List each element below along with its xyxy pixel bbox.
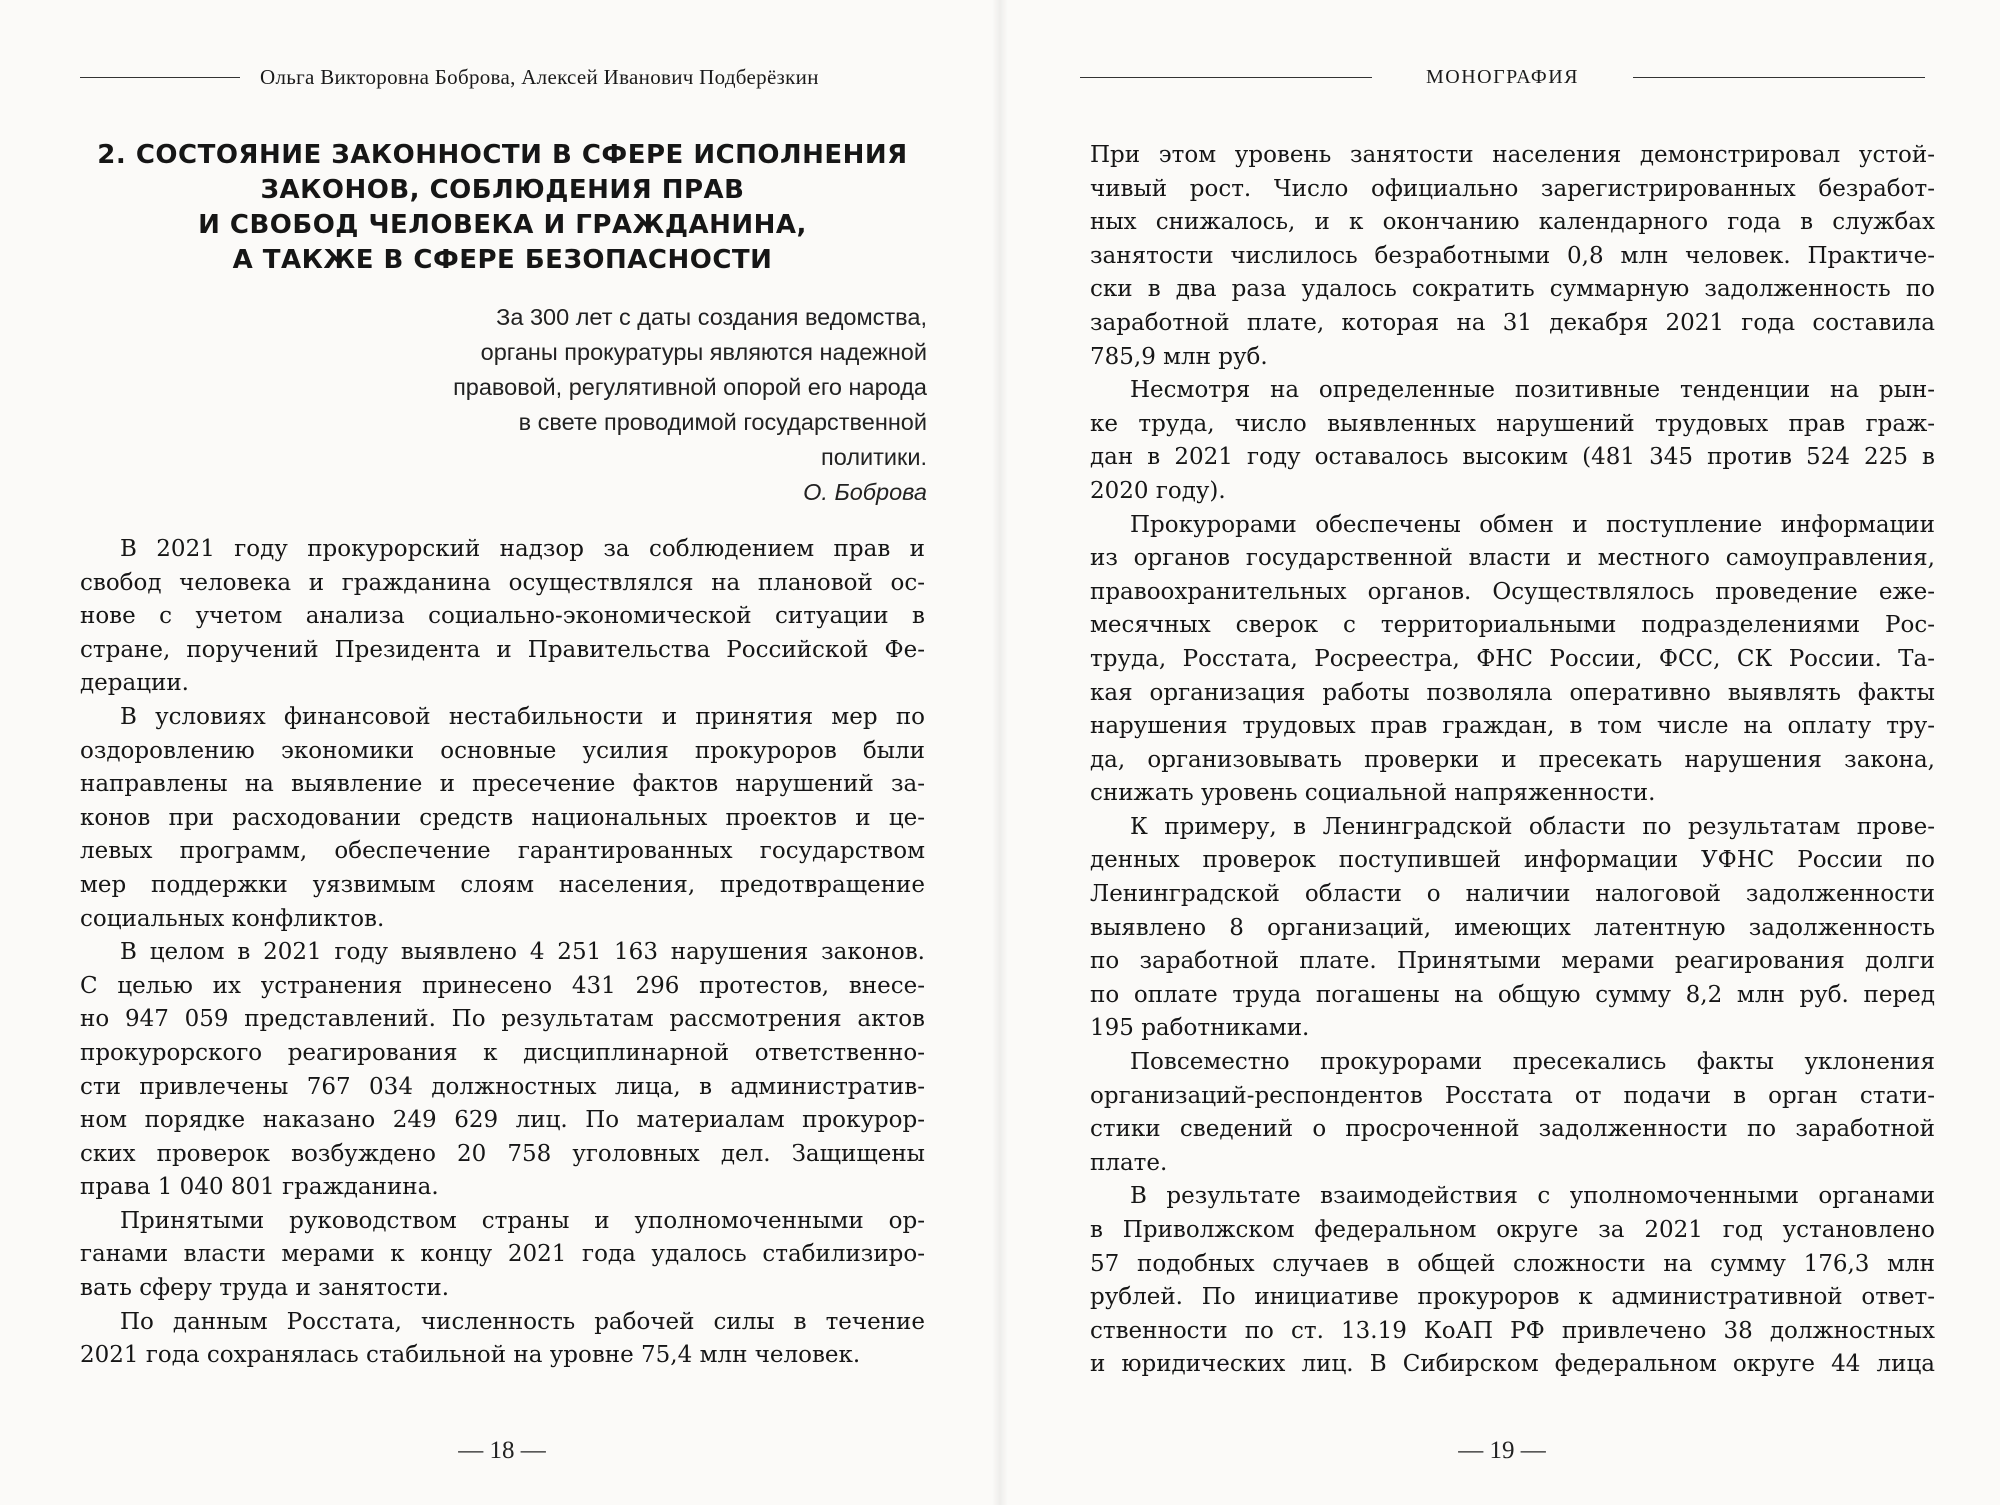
- epigraph-line: правовой, регулятивной опорой его народа: [453, 374, 927, 400]
- text-line: да, организовывать проверки и пресекать нарушения закона,: [1090, 746, 1935, 773]
- text-line: Повсеместно прокурорами пресекались факты уклонения: [1130, 1049, 1935, 1076]
- header-rule: [1633, 77, 1925, 78]
- text-line: направлены на выявление и пресечение фактов нарушений за-: [80, 771, 925, 798]
- text-line: При этом уровень занятости населения демонстрировал устой-: [1090, 142, 1935, 168]
- text-line: сти привлечены 767 034 должностных лица, в административ-: [80, 1073, 925, 1100]
- text-line: К примеру, в Ленинградской области по результатам прове-: [1130, 813, 1935, 840]
- text-line: оздоровлению экономики основные усилия прокуроров были: [80, 737, 925, 764]
- text-line: права 1 040 801 гражданина.: [80, 1174, 439, 1201]
- text-line: прокурорского реагирования к дисциплинарной ответственно-: [80, 1039, 925, 1066]
- epigraph-line: За 300 лет с даты создания ведомства,: [496, 304, 927, 330]
- text-line: и юридических лиц. В Сибирском федеральном округе 44 лица: [1090, 1351, 1935, 1378]
- text-line: 195 работниками.: [1090, 1015, 1310, 1042]
- text-line: заработной плате, которая на 31 декабря 2021 года составила: [1090, 309, 1935, 336]
- text-line: нарушения трудовых прав граждан, в том числе на оплату тру-: [1090, 713, 1935, 740]
- right-body-text: [1090, 139, 1935, 1382]
- text-line: ных снижалось, и к окончанию календарного года в службах: [1090, 209, 1935, 236]
- text-line: организаций-респондентов Росстата от подачи в орган стати-: [1090, 1082, 1935, 1109]
- text-line: 785,9 млн руб.: [1090, 343, 1268, 370]
- epigraph: [360, 300, 927, 510]
- right-running-header-text: МОНОГРАФИЯ: [1426, 65, 1580, 88]
- text-line: но 947 059 представлений. По результатам рассмотрения актов: [80, 1006, 925, 1033]
- text-line: социальных конфликтов.: [80, 905, 385, 932]
- text-line: 57 подобных случаев в общей сложности на сумму 176,3 млн: [1090, 1250, 1935, 1277]
- text-line: из органов государственной власти и местного самоуправления,: [1090, 545, 1935, 572]
- text-line: занятости числилось безработными 0,8 млн человек. Практиче-: [1090, 242, 1935, 269]
- text-line: ном порядке наказано 249 629 лиц. По материалам прокурор-: [80, 1107, 925, 1134]
- text-line: чивый рост. Число официально зарегистрированных безработ-: [1090, 175, 1935, 202]
- epigraph-line: в свете проводимой государственной: [518, 409, 927, 435]
- text-line: плате.: [1090, 1149, 1168, 1176]
- left-running-header-text: Ольга Викторовна Боброва, Алексей Иванович Подберёзкин: [260, 64, 819, 89]
- header-rule: [1080, 77, 1372, 78]
- right-running-header: [1080, 62, 1925, 92]
- text-line: выявлено 8 организаций, имеющих латентную задолженность: [1090, 914, 1935, 941]
- text-line: В результате взаимодействия с уполномоченными органами: [1130, 1183, 1935, 1210]
- chapter-title-line: 2. СОСТОЯНИЕ ЗАКОННОСТИ В СФЕРЕ ИСПОЛНЕНИЯ: [97, 140, 908, 170]
- text-line: ке труда, число выявленных нарушений трудовых прав граж-: [1090, 410, 1935, 437]
- text-line: стране, поручений Президента и Правительства Российской Фе-: [80, 636, 925, 663]
- text-line: ганами власти мерами к концу 2021 года удалось стабилизиро-: [80, 1241, 925, 1268]
- right-page-number: — 19 —: [1458, 1437, 1546, 1464]
- header-rule: [80, 77, 240, 78]
- text-line: дан в 2021 году оставалось высоким (481 345 против 524 225 в: [1090, 444, 1935, 471]
- epigraph-line: органы прокуратуры являются надежной: [480, 339, 927, 365]
- text-line: Прокурорами обеспечены обмен и поступление информации: [1130, 511, 1935, 538]
- text-line: ских проверок возбуждено 20 758 уголовных дел. Защищены: [80, 1140, 925, 1167]
- text-line: вать сферу труда и занятости.: [80, 1275, 449, 1302]
- epigraph-line: политики.: [821, 444, 927, 470]
- text-line: Несмотря на определенные позитивные тенденции на рын-: [1130, 377, 1935, 404]
- text-line: в Приволжском федеральном округе за 2021 год установлено: [1090, 1217, 1935, 1243]
- text-line: В целом в 2021 году выявлено 4 251 163 нарушения законов.: [120, 939, 925, 966]
- text-line: По данным Росстата, численность рабочей силы в течение: [120, 1308, 925, 1335]
- chapter-title-line: А ТАКЖЕ В СФЕРЕ БЕЗОПАСНОСТИ: [232, 245, 773, 275]
- text-line: месячных сверок с территориальными подразделениями Рос-: [1090, 612, 1935, 639]
- text-line: по заработной плате. Принятыми мерами реагирования долги: [1090, 948, 1935, 975]
- text-line: Принятыми руководством страны и уполномоченными ор-: [120, 1207, 925, 1234]
- text-line: конов при расходовании средств национальных проектов и це-: [80, 804, 925, 831]
- text-line: нове с учетом анализа социально-экономической ситуации в: [80, 603, 925, 630]
- text-line: ственности по ст. 13.19 КоАП РФ привлечено 38 должностных: [1090, 1317, 1935, 1344]
- text-line: 2021 года сохранялась стабильной на уровне 75,4 млн человек.: [80, 1342, 861, 1369]
- text-line: 2020 году).: [1090, 477, 1226, 504]
- text-line: правоохранительных органов. Осуществлялось проведение еже-: [1090, 578, 1935, 605]
- text-line: ски в два раза удалось сократить суммарную задолженность по: [1090, 276, 1935, 303]
- text-line: Ленинградской области о наличии налоговой задолженности: [1090, 881, 1935, 908]
- left-running-header: [80, 62, 925, 92]
- chapter-title-line: И СВОБОД ЧЕЛОВЕКА И ГРАЖДАНИНА,: [198, 210, 807, 240]
- text-line: свобод человека и гражданина осуществлялся на плановой ос-: [80, 569, 925, 596]
- left-body-text: [80, 533, 925, 1373]
- text-line: мер поддержки уязвимым слоям населения, предотвращение: [80, 871, 925, 898]
- text-line: рублей. По инициативе прокуроров к административной ответ-: [1090, 1284, 1935, 1311]
- left-page-number: — 18 —: [458, 1437, 546, 1464]
- text-line: дерации.: [80, 670, 189, 697]
- chapter-title: [80, 138, 925, 278]
- epigraph-author: О. Боброва: [803, 479, 927, 505]
- text-line: стики сведений о просроченной задолженности по заработной: [1090, 1116, 1935, 1143]
- text-line: В условиях финансовой нестабильности и принятия мер по: [120, 703, 925, 730]
- chapter-title-line: ЗАКОНОВ, СОБЛЮДЕНИЯ ПРАВ: [260, 175, 745, 205]
- text-line: труда, Росстата, Росреестра, ФНС России, ФСС, СК России. Та-: [1090, 645, 1935, 672]
- text-line: денных проверок поступившей информации УФНС России по: [1090, 847, 1935, 874]
- text-line: по оплате труда погашены на общую сумму 8,2 млн руб. перед: [1090, 981, 1935, 1008]
- right-page: [1000, 0, 2000, 1505]
- text-line: кая организация работы позволяла оперативно выявлять факты: [1090, 679, 1935, 706]
- text-line: С целью их устранения принесено 431 296 протестов, внесе-: [80, 972, 925, 999]
- text-line: левых программ, обеспечение гарантированных государством: [80, 838, 925, 865]
- text-line: В 2021 году прокурорский надзор за соблюдением прав и: [120, 536, 925, 562]
- text-line: снижать уровень социальной напряженности.: [1090, 780, 1656, 807]
